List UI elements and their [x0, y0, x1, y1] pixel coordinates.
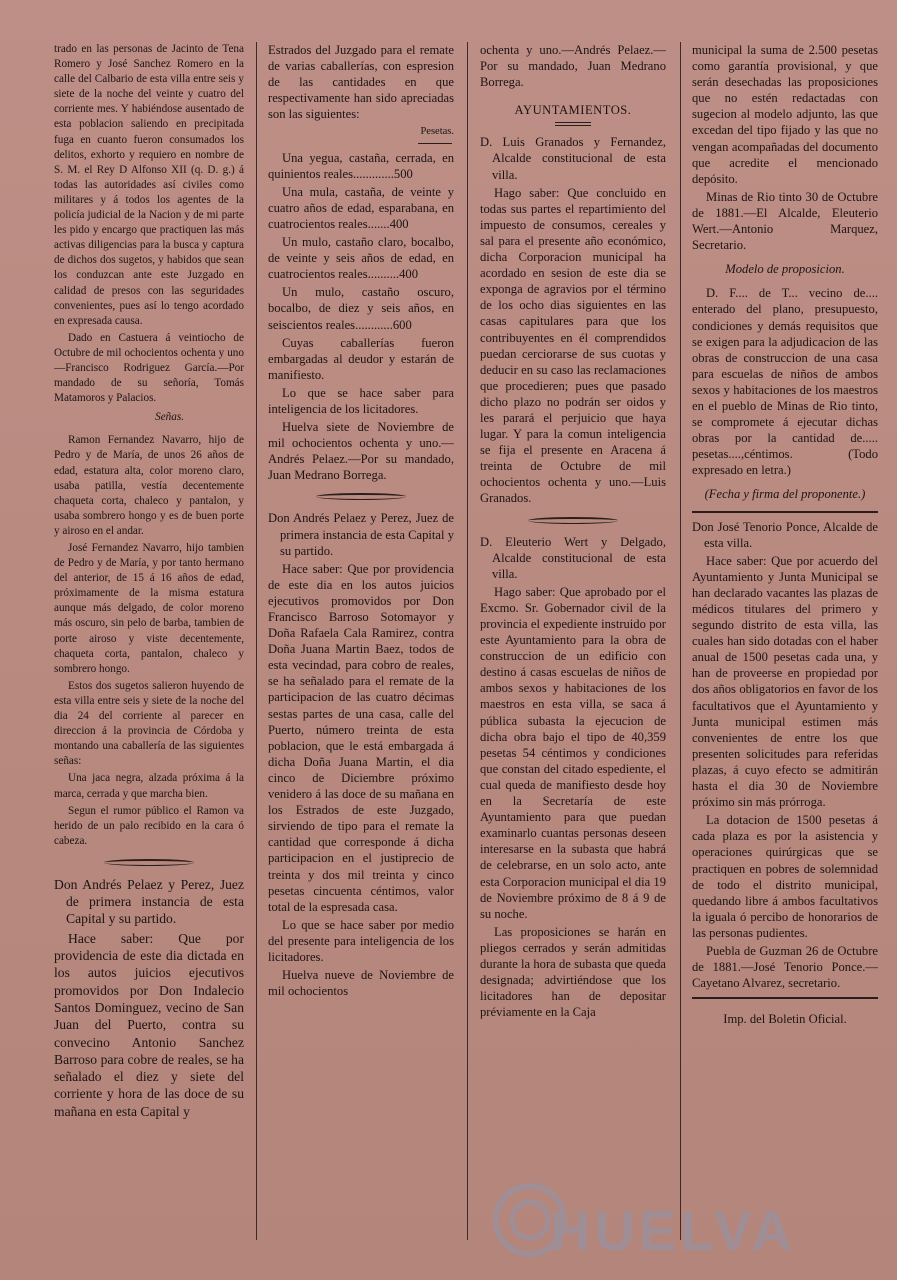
list-item: Un mulo, castaño oscuro, bocalbo, de diez y seis años, en seiscientos reales............600	[268, 285, 454, 332]
paragraph: Hace saber: Que por providencia de este dia dictada en los autos juicios ejecutivos promovidos por Don Indalecio Santos Dominguez, vecino de San Juan del Puerto, contra su convecino Antonio Sanchez Barroso para cobre de reales, se ha señalado el diez y siete del corriente y hora de las doce de su mañana en esta Capital y	[54, 930, 244, 1119]
heading: Don José Tenorio Ponce, Alcalde de esta villa.	[692, 519, 878, 550]
separator	[692, 511, 878, 513]
column-rule	[256, 42, 257, 1240]
paragraph: Lo que se hace saber para inteligencia de los licitadores.	[268, 385, 454, 416]
heading: D. Eleuterio Wert y Delgado, Alcalde constitucional de esta villa.	[480, 534, 666, 581]
list-item: Un mulo, castaño claro, bocalbo, de veinte y seis años de edad, en cuatrocientos reales..........400	[268, 235, 454, 282]
heading: Don Andrés Pelaez y Perez, Juez de primera instancia de esta Capital y su partido.	[268, 511, 454, 558]
paragraph: Dado en Castuera á veintiocho de Octubre de mil ochocientos ochenta y uno —Francisco Rodriguez García.—Por mandado de su señoría, Tomás Matamoros y Palacios.	[54, 331, 244, 405]
separator	[528, 517, 618, 524]
paragraph: Ramon Fernandez Navarro, hijo de Pedro y de María, de unos 26 años de edad, estatura alta, color moreno claro, usaba patilla, vestía decentemente chaqueta corta, chaleco y pantalon, y usaba sombrero hongo y es de buen porte y airoso en el andar.	[54, 434, 244, 537]
watermark-text: HUELVA	[550, 1199, 796, 1262]
column-3	[480, 42, 666, 1250]
separator	[316, 493, 406, 500]
column-rule	[467, 42, 468, 1240]
separator	[692, 997, 878, 999]
list-item: Una mula, castaña, de veinte y cuatro años de edad, esparabana, en cuatrocientos reales.......400	[268, 184, 454, 231]
imprint: Imp. del Boletin Oficial.	[723, 1012, 847, 1027]
paragraph: Hace saber: Que por providencia de este dia en los autos juicios ejecutivos promovidos por Don Francisco Barroso Sotomayor y Doña Rafaela Cala Ramirez, contra Doña Juana Martin Baez, todos de esta vecindad, para cobro de reales, se ha señalado para el remate de la participacion de las cuatro décimas sestas partes de una casa, calle del Puerto, número treinta de esta poblacion, que le está embargada á dicha Doña Juana Martin, el dia cinco de Diciembre próximo venidero á las doce de su mañana en los Estrados de este Juzgado, sirviendo de tipo para el remate la cantidad que corresponde á dicha participacion en el justiprecio de treinta y dos mil treinta y cinco pesetas cincuenta céntimos, valor total de la espresada casa.	[268, 561, 454, 914]
list-item: Una yegua, castaña, cerrada, en quinientos reales.............500	[268, 150, 454, 181]
section-title: AYUNTAMIENTOS.	[514, 103, 632, 118]
paragraph: Huelva siete de Noviembre de mil ochocientos ochenta y uno.—Andrés Pelaez.—Por su mandado, Juan Medrano Borrega.	[268, 420, 454, 483]
paragraph: Hago saber: Que concluido en todas sus partes el repartimiento del impuesto de consumos, cereales y sal para el presente año económico, dicha Corporacion municipal ha acordado en sesion de este dia se exponga de agravios por el término de los ocho dias siguientes en las casas capitulares para que los contribuyentes en él comprendidos puedan cerciorarse de sus cuotas y deducir en su caso las reclamaciones que procedieren; pues que pasado dicho plazo no podrán ser oidos y les parará el perjuicio que haya lugar. Y para la comun inteligencia se fija el presente en Aracena á treinta de Octubre de mil ochocientos ochenta y uno.—Luis Granados.	[480, 185, 666, 506]
paragraph: D. F.... de T... vecino de.... enterado del plano, presupuesto, condiciones y demás requisitos que se exigen para la adjudicacion de las obras de construccion de una casa para escuelas de niños de ambos sexos y habitaciones de los maestros en el pueblo de Minas de Rio tinto, se compromete á ejecutar dichas obras por la cantidad de..... pesetas....,céntimos. (Todo expresado en letra.)	[692, 286, 878, 478]
section-title: Modelo de proposicion.	[725, 262, 845, 277]
currency-label: Pesetas.	[420, 126, 454, 138]
separator	[104, 859, 194, 866]
paragraph: trado en las personas de Jacinto de Tena Romero y José Sanchez Romero en la calle del Calbario de esta villa entre seis y siete de la noche del veinte y cuatro del corriente mes. Y habiéndose ausentado de esta poblacion saliendo en precipitada fuga en cuanto fueron consumados los delitos, exhorto y requiero en nombre de S. M. el Rey D Alfonso XII (q. D. g.) á todas las autoridades así civiles como militares y á todos los agentes de la policía judicial de la Nacion y de mi parte les pido y encargo que practiquen las más activas diligencias para la busca y captura de dichos dos sugetos, y habidos que sean los conduzcan ante este Juzgado en calidad de presos con las seguridades convenientes, pues así lo tengo acordado en expresada causa.	[54, 43, 244, 327]
signature-note: (Fecha y firma del proponente.)	[704, 487, 866, 502]
column-1	[54, 42, 244, 1250]
heading: Don Andrés Pelaez y Perez, Juez de primera instancia de esta Capital y su partido.	[54, 876, 244, 927]
paragraph: Cuyas caballerías fueron embargadas al deudor y estarán de manifiesto.	[268, 335, 454, 382]
paragraph: Minas de Rio tinto 30 de Octubre de 1881.—El Alcalde, Eleuterio Wert.—Antonio Marquez, Secretario.	[692, 189, 878, 253]
paragraph: Una jaca negra, alzada próxima á la marca, cerrada y que marcha bien.	[54, 772, 244, 800]
short-rule	[418, 143, 452, 144]
column-4	[692, 42, 878, 1250]
section-title: Señas.	[155, 411, 184, 424]
paragraph: José Fernandez Navarro, hijo tambien de Pedro y de María, y por tanto hermano del anterior, de 15 á 16 años de edad, próximamente de la misma estatura aunque más delgado, de color moreno más oscuro, sin pelo de barba, tambien de porte airoso y viste decentemente, chaqueta corta, pantalon, chaleco y sombrero hongo.	[54, 542, 244, 675]
paragraph: municipal la suma de 2.500 pesetas como garantía provisional, y que serán desechadas las proposiciones que no estén redactadas con sugecion al modelo adjunto, las que excedan del tipo fijado y las que no vengan acompañadas del documento que acredite el mencionado depósito.	[692, 43, 878, 186]
paragraph: Segun el rumor público el Ramon va herido de un palo recibido en la cara ó cabeza.	[54, 804, 244, 847]
paragraph: Hace saber: Que por acuerdo del Ayuntamiento y Junta Municipal se han declarado vacantes las plazas de médicos titulares del primero y segundo distrito de esta villa, las cuales han sido dotadas con el haber anual de 1500 pesetas cada una, y han de proveerse en propiedad por dos años obligatorios en favor de los facultativos que el Ayuntamiento y Junta municipal estimen más convenientes de entre los que presenten solicitudes para referidas plazas, á cuyo efecto se admitirán hasta el dia 30 de Noviembre próximo sin más prórroga.	[692, 553, 878, 810]
paragraph: Hago saber: Que aprobado por el Excmo. Sr. Gobernador civil de la provincia el expediente instruido por este Ayuntamiento para la obra de construccion de un edificio con destino á casas escuelas de niños de ambos sexos y habitaciones de los maestros en esta villa, se saca á pública subasta la ejecucion de dicha obra bajo el tipo de 40,359 pesetas 54 céntimos y condiciones que constan del citado espediente, el cual queda de manifiesto desde hoy en la Secretaría de este Ayuntamiento para que puedan examinarlo cuantas personas deseen interesarse en la subasta que habrá de celebrarse, en un solo acto, ante esta Corporacion municipal el dia 19 de Noviembre próximo de 8 á 9 de su noche.	[480, 584, 666, 921]
column-rule	[680, 42, 681, 1240]
paragraph: Puebla de Guzman 26 de Octubre de 1881.—José Tenorio Ponce.—Cayetano Alvarez, secretario.	[692, 943, 878, 991]
paragraph: La dotacion de 1500 pesetas á cada plaza es por la asistencia y operaciones quirúrgicas que se practiquen en pobres de solemnidad de todo el distrito municipal, quedando libre á ambos facultativos la iguala ó percibo de honorarios de las personas pudientes.	[692, 813, 878, 940]
paragraph: Las proposiciones se harán en pliegos cerrados y serán admitidas durante la hora de subasta que queda designada; advirtiéndose que los licitadores han de depositar préviamente en la Caja	[480, 924, 666, 1020]
column-2	[268, 42, 454, 1250]
paragraph: ochenta y uno.—Andrés Pelaez.—Por su mandado, Juan Medrano Borrega.	[480, 43, 666, 90]
paragraph: Estrados del Juzgado para el remate de varias caballerías, con espresion de las cantidades en que respectivamente han sido apreciadas son las siguientes:	[268, 43, 454, 122]
paragraph: Lo que se hace saber por medio del presente para inteligencia de los licitadores.	[268, 917, 454, 964]
paragraph: Huelva nueve de Noviembre de mil ochocientos	[268, 968, 454, 999]
heading: D. Luis Granados y Fernandez, Alcalde constitucional de esta villa.	[480, 135, 666, 182]
separator	[555, 122, 591, 126]
paragraph: Estos dos sugetos salieron huyendo de esta villa entre seis y siete de la noche del dia 24 del corriente al parecer en direccion á la provincia de Córdoba y montando una caballería de las siguientes señas:	[54, 679, 244, 768]
